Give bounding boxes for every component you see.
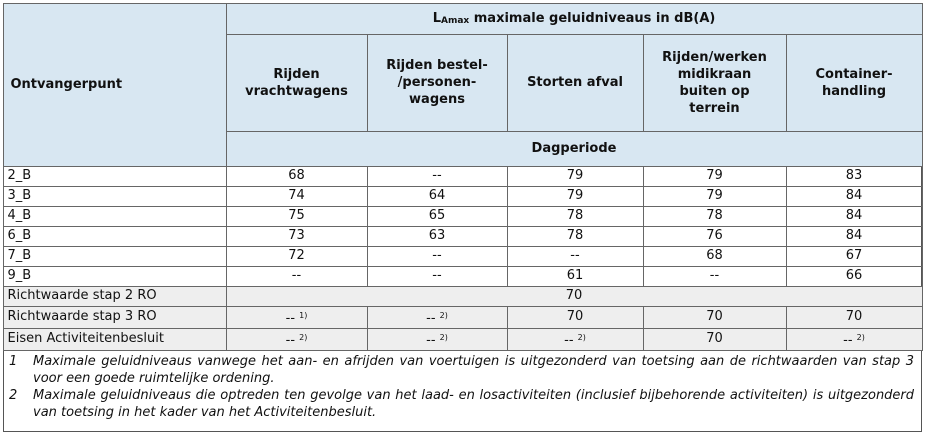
- table-row: 9_B -- -- 61 -- 66: [3, 266, 922, 286]
- richtwaarde-stap2-row: Richtwaarde stap 2 RO 70: [3, 286, 922, 306]
- column-header-storten: Storten afval: [507, 34, 643, 131]
- period-header: Dagperiode: [226, 131, 922, 166]
- footnote-1: 1 Maximale geluidniveaus vanwege het aan- en afrijden van voertuigen is uitgezonderd van toetsing aan de richtwaarden van stap 3 voor een goede ruimtelijke ordening.: [9, 353, 915, 386]
- table-row: 6_B 73 63 78 76 84: [3, 226, 922, 246]
- table-row: 3_B 74 64 79 79 84: [3, 186, 922, 206]
- table-row: 7_B 72 -- -- 68 67: [3, 246, 922, 266]
- column-header-midikraan: Rijden/werken midikraan buiten op terrein: [643, 34, 786, 131]
- table-title: $L_{Amax}$ maximale geluidniveaus in dB(A): [226, 3, 922, 34]
- column-header-vrachtwagens: Rijden vrachtwagens: [226, 34, 367, 131]
- eisen-activiteitenbesluit-row: Eisen Activiteitenbesluit -- $^{2)}$ -- $^{2)}$ -- $^{2)}$ 70 -- $^{2)}$: [3, 328, 922, 350]
- table-frame: [3, 3, 922, 432]
- column-header-container: Container- handling: [786, 34, 922, 131]
- row-label-header: Ontvangerpunt: [3, 3, 226, 166]
- column-header-bestelwagens: Rijden bestel- /personen- wagens: [367, 34, 507, 131]
- richtwaarde-stap3-row: Richtwaarde stap 3 RO -- $^{1)}$ -- $^{2)}$ 70 70 70: [3, 306, 922, 328]
- footnote-2: 2 Maximale geluidniveaus die optreden ten gevolge van het laad- en losactiviteiten (inclusief bijbehorende activiteiten) is uitgezonderd van toetsing in het kader van het Activiteitenbesluit.: [9, 387, 915, 420]
- footnotes: [3, 350, 922, 423]
- noise-levels-table: [3, 3, 923, 423]
- table-row: 2_B 68 -- 79 79 83: [3, 166, 922, 186]
- table-row: 4_B 75 65 78 78 84: [3, 206, 922, 226]
